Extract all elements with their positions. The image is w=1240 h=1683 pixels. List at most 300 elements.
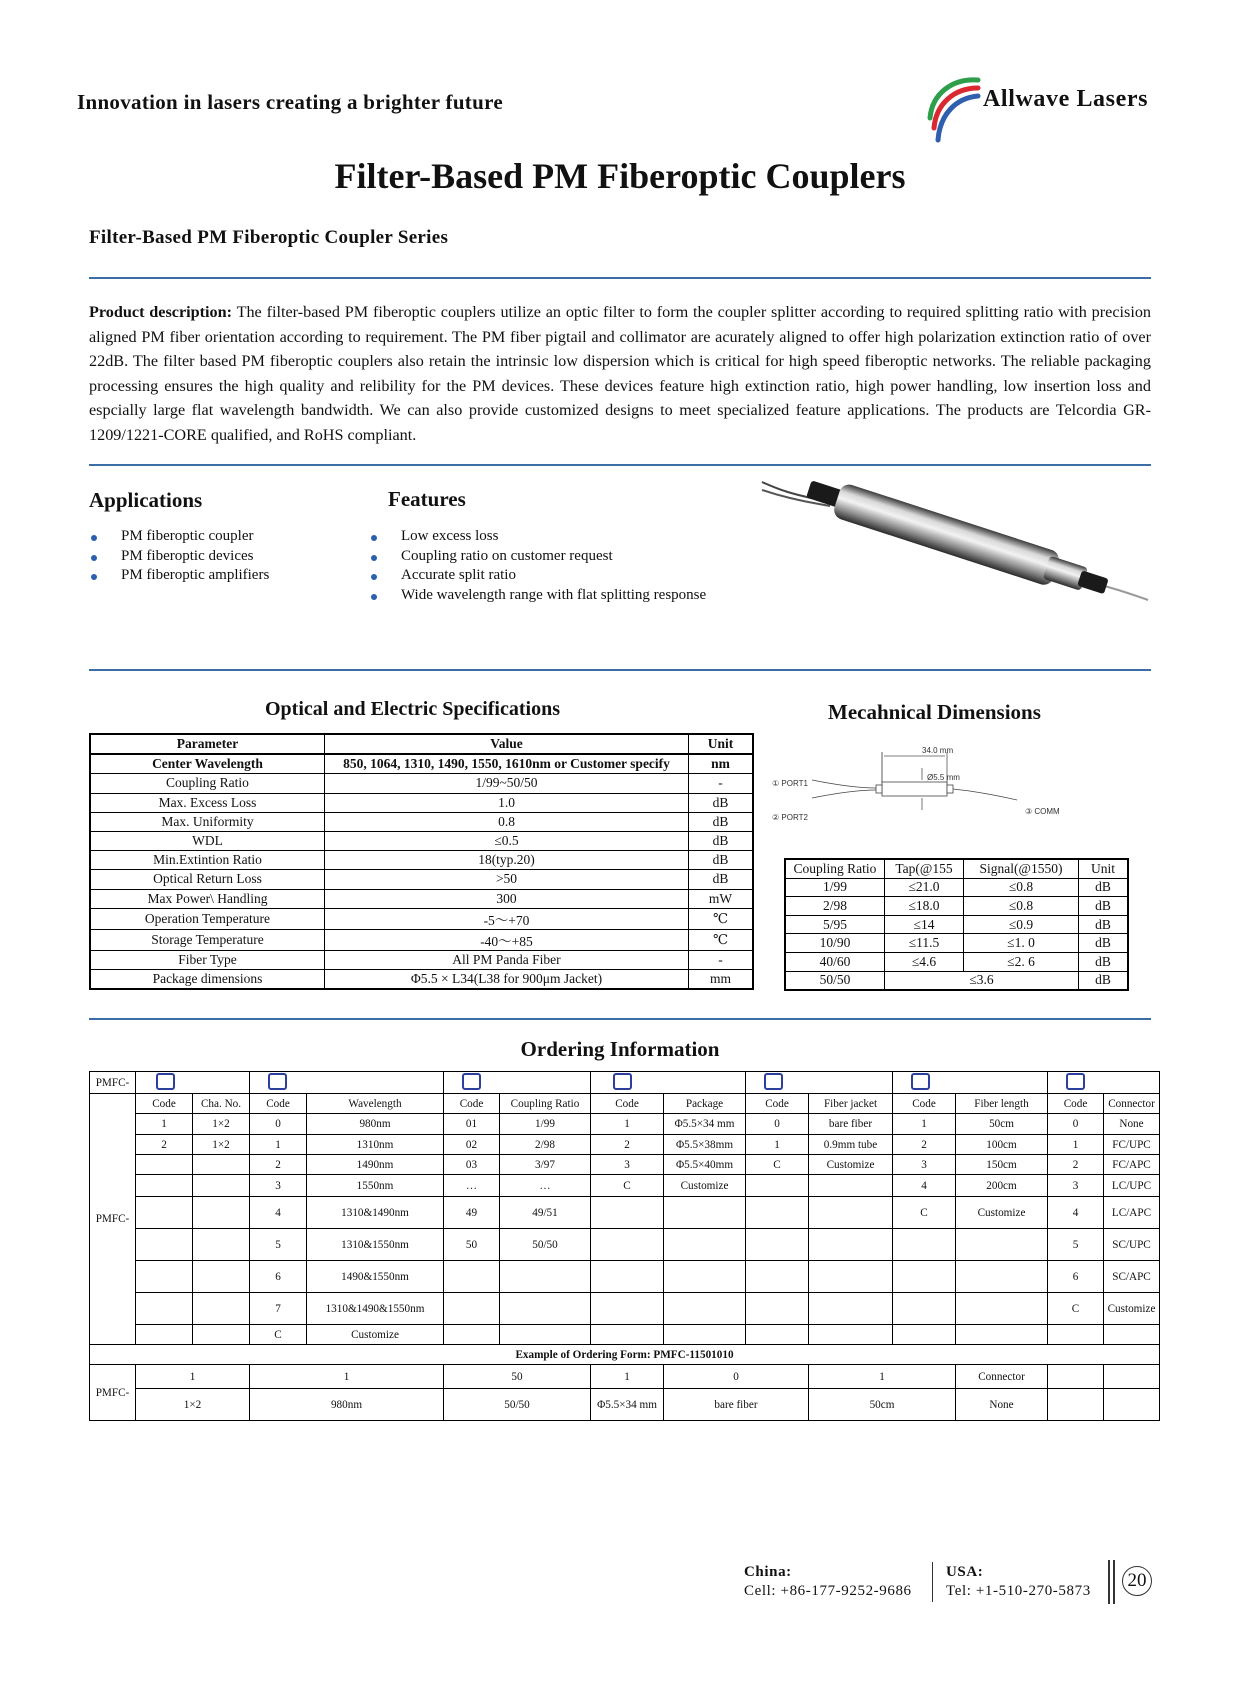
table-cell: C bbox=[250, 1325, 307, 1345]
table-cell: Φ5.5×34 mm bbox=[664, 1114, 746, 1135]
applications-heading: Applications bbox=[89, 488, 203, 512]
table-cell: Fiber Type bbox=[90, 950, 325, 969]
table-cell bbox=[893, 1261, 956, 1293]
table-cell: 1 bbox=[809, 1365, 956, 1389]
table-cell: 1490&1550nm bbox=[307, 1261, 444, 1293]
table-cell: 0 bbox=[1048, 1114, 1104, 1135]
table-cell: 2 bbox=[250, 1155, 307, 1175]
table-row bbox=[90, 1197, 1160, 1229]
table-header: Parameter bbox=[90, 734, 325, 754]
table-cell: C bbox=[893, 1197, 956, 1229]
table-cell bbox=[136, 1229, 193, 1261]
table-cell: 1310&1490nm bbox=[307, 1197, 444, 1229]
table-cell: 50 bbox=[444, 1229, 500, 1261]
checkbox-cell[interactable] bbox=[250, 1072, 307, 1094]
series-subtitle: Filter-Based PM Fiberoptic Coupler Series bbox=[89, 227, 449, 248]
applications-list bbox=[89, 527, 269, 586]
table-cell: - bbox=[689, 950, 754, 969]
table-cell bbox=[500, 1261, 591, 1293]
table-cell bbox=[809, 1229, 893, 1261]
table-row bbox=[90, 1135, 1160, 1155]
table-cell: dB bbox=[689, 812, 754, 831]
table-cell: C bbox=[746, 1155, 809, 1175]
code-checkbox[interactable] bbox=[156, 1073, 175, 1090]
table-cell: Max. Excess Loss bbox=[90, 793, 325, 812]
table-cell: 4 bbox=[893, 1175, 956, 1197]
table-cell: Φ5.5×34 mm bbox=[591, 1389, 664, 1421]
table-cell: 2 bbox=[893, 1135, 956, 1155]
list-item: Accurate split ratio bbox=[369, 566, 706, 586]
table-cell: mW bbox=[689, 889, 754, 908]
table-cell bbox=[136, 1261, 193, 1293]
table-cell: Code bbox=[591, 1094, 664, 1114]
table-cell: nm bbox=[689, 754, 754, 774]
table-cell: 3 bbox=[591, 1155, 664, 1175]
table-cell: 1.0 bbox=[325, 793, 689, 812]
table-cell: Cha. No. bbox=[193, 1094, 250, 1114]
table-cell: WDL bbox=[90, 831, 325, 850]
china-label: China: bbox=[744, 1564, 792, 1580]
table-cell: 1 bbox=[136, 1365, 250, 1389]
table-cell: 49 bbox=[444, 1197, 500, 1229]
table-cell: bare fiber bbox=[809, 1114, 893, 1135]
table-cell: 50cm bbox=[956, 1114, 1048, 1135]
table-cell: mm bbox=[689, 969, 754, 989]
table-cell bbox=[136, 1155, 193, 1175]
table-cell bbox=[591, 1293, 664, 1325]
table-cell: 1×2 bbox=[193, 1114, 250, 1135]
table-cell: Code bbox=[444, 1094, 500, 1114]
table-cell: 200cm bbox=[956, 1175, 1048, 1197]
divider bbox=[89, 277, 1151, 279]
features-heading: Features bbox=[388, 487, 466, 511]
product-description bbox=[89, 300, 1151, 447]
table-cell: Package dimensions bbox=[90, 969, 325, 989]
table-cell: Operation Temperature bbox=[90, 908, 325, 929]
table-cell: ≤0.9 bbox=[964, 915, 1079, 934]
table-cell: bare fiber bbox=[664, 1389, 809, 1421]
table-cell: Φ5.5×40mm bbox=[664, 1155, 746, 1175]
table-cell: 1 bbox=[1048, 1135, 1104, 1155]
table-cell: 01 bbox=[444, 1114, 500, 1135]
table-cell bbox=[591, 1197, 664, 1229]
table-cell: Max. Uniformity bbox=[90, 812, 325, 831]
code-checkbox[interactable] bbox=[268, 1073, 287, 1090]
table-cell bbox=[193, 1175, 250, 1197]
table-row bbox=[785, 878, 1128, 897]
table-cell bbox=[809, 1293, 893, 1325]
table-cell: 1/99~50/50 bbox=[325, 774, 689, 793]
table-cell: 850, 1064, 1310, 1490, 1550, 1610nm or Customer specify bbox=[325, 754, 689, 774]
ordering-heading: Ordering Information bbox=[520, 1037, 720, 1061]
table-cell: 1 bbox=[136, 1114, 193, 1135]
divider bbox=[89, 464, 1151, 466]
table-header: Coupling Ratio bbox=[785, 859, 885, 878]
table-cell: ≤14 bbox=[885, 915, 964, 934]
table-cell bbox=[136, 1175, 193, 1197]
table-cell: Code bbox=[746, 1094, 809, 1114]
footer-divider bbox=[1108, 1560, 1110, 1604]
table-cell: ≤2. 6 bbox=[964, 952, 1079, 971]
list-item: PM fiberoptic coupler bbox=[89, 527, 269, 547]
table-cell: 980nm bbox=[250, 1389, 444, 1421]
table-cell: FC/APC bbox=[1104, 1155, 1160, 1175]
table-cell: 10/90 bbox=[785, 934, 885, 953]
table-cell bbox=[193, 1325, 250, 1345]
table-cell: 2 bbox=[136, 1135, 193, 1155]
table-cell: - bbox=[689, 774, 754, 793]
table-cell: LC/UPC bbox=[1104, 1175, 1160, 1197]
page-number: 20 bbox=[1122, 1566, 1152, 1596]
spec-table bbox=[89, 733, 754, 990]
table-cell bbox=[956, 1293, 1048, 1325]
table-cell: SC/UPC bbox=[1104, 1229, 1160, 1261]
table-cell: Coupling Ratio bbox=[500, 1094, 591, 1114]
table-row bbox=[785, 897, 1128, 916]
table-cell: ≤4.6 bbox=[885, 952, 964, 971]
table-cell: 0.8 bbox=[325, 812, 689, 831]
table-cell bbox=[746, 1175, 809, 1197]
table-cell bbox=[500, 1293, 591, 1325]
footer-usa bbox=[946, 1563, 1091, 1601]
table-cell bbox=[193, 1197, 250, 1229]
table-cell: 1×2 bbox=[193, 1135, 250, 1155]
table-cell: dB bbox=[1079, 878, 1129, 897]
port2-label: ② PORT2 bbox=[772, 813, 808, 822]
table-cell: 50/50 bbox=[444, 1389, 591, 1421]
table-row bbox=[90, 1155, 1160, 1175]
table-cell: 50/50 bbox=[785, 971, 885, 990]
port1-label: ① PORT1 bbox=[772, 779, 808, 788]
table-cell bbox=[893, 1325, 956, 1345]
table-cell: 1 bbox=[591, 1114, 664, 1135]
table-header: Tap(@155 bbox=[885, 859, 964, 878]
table-cell: 1310&1550nm bbox=[307, 1229, 444, 1261]
table-cell: ≤0.8 bbox=[964, 878, 1079, 897]
table-cell: 1 bbox=[746, 1135, 809, 1155]
table-cell: Code bbox=[250, 1094, 307, 1114]
table-cell bbox=[193, 1155, 250, 1175]
description-label: Product description: bbox=[89, 303, 233, 321]
table-cell: All PM Panda Fiber bbox=[325, 950, 689, 969]
table-cell: ≤21.0 bbox=[885, 878, 964, 897]
table-row bbox=[90, 774, 753, 793]
table-cell bbox=[746, 1197, 809, 1229]
table-cell: Min.Extintion Ratio bbox=[90, 851, 325, 870]
table-cell: Code bbox=[136, 1094, 193, 1114]
table-cell: 5 bbox=[250, 1229, 307, 1261]
list-item: Coupling ratio on customer request bbox=[369, 547, 706, 567]
table-cell: ℃ bbox=[689, 908, 754, 929]
checkbox-cell[interactable] bbox=[444, 1072, 500, 1094]
brand-name: Allwave Lasers bbox=[983, 86, 1149, 112]
prefix-label: PMFC- bbox=[90, 1072, 136, 1094]
table-cell bbox=[444, 1325, 500, 1345]
table-cell: Customize bbox=[956, 1197, 1048, 1229]
table-cell bbox=[193, 1229, 250, 1261]
table-cell bbox=[664, 1261, 746, 1293]
table-cell: 18(typ.20) bbox=[325, 851, 689, 870]
table-cell: 3 bbox=[893, 1155, 956, 1175]
usa-phone: Tel: +1-510-270-5873 bbox=[946, 1583, 1091, 1599]
code-checkbox[interactable] bbox=[613, 1073, 632, 1090]
table-row bbox=[90, 754, 753, 774]
table-cell: 6 bbox=[250, 1261, 307, 1293]
divider bbox=[89, 1018, 1151, 1020]
table-cell bbox=[193, 1293, 250, 1325]
table-cell: 300 bbox=[325, 889, 689, 908]
table-cell bbox=[444, 1293, 500, 1325]
table-cell: 5 bbox=[1048, 1229, 1104, 1261]
table-cell: 1550nm bbox=[307, 1175, 444, 1197]
table-cell: SC/APC bbox=[1104, 1261, 1160, 1293]
table-cell: 5/95 bbox=[785, 915, 885, 934]
table-cell: 1/99 bbox=[500, 1114, 591, 1135]
table-cell bbox=[956, 1229, 1048, 1261]
table-row bbox=[90, 969, 753, 989]
table-cell: dB bbox=[689, 793, 754, 812]
table-row bbox=[90, 950, 753, 969]
coupler-product-image bbox=[760, 478, 1150, 608]
table-row bbox=[90, 870, 753, 889]
code-checkbox[interactable] bbox=[764, 1073, 783, 1090]
code-checkbox[interactable] bbox=[1066, 1073, 1085, 1090]
table-cell bbox=[591, 1229, 664, 1261]
table-cell bbox=[1104, 1325, 1160, 1345]
table-cell: dB bbox=[1079, 897, 1129, 916]
list-item: PM fiberoptic amplifiers bbox=[89, 566, 269, 586]
checkbox-cell[interactable] bbox=[746, 1072, 809, 1094]
table-header: Value bbox=[325, 734, 689, 754]
table-cell: Center Wavelength bbox=[90, 754, 325, 774]
table-cell: 3 bbox=[1048, 1175, 1104, 1197]
checkbox-cell[interactable] bbox=[1048, 1072, 1104, 1094]
table-cell bbox=[193, 1261, 250, 1293]
table-cell bbox=[591, 1325, 664, 1345]
example-label: Example of Ordering Form: PMFC-11501010 bbox=[90, 1345, 1160, 1365]
ordering-table bbox=[89, 1071, 1160, 1421]
table-cell: 0 bbox=[746, 1114, 809, 1135]
table-cell bbox=[664, 1293, 746, 1325]
table-cell: 50 bbox=[444, 1365, 591, 1389]
table-cell: 2 bbox=[1048, 1155, 1104, 1175]
table-cell: dB bbox=[1079, 934, 1129, 953]
table-cell bbox=[664, 1229, 746, 1261]
table-cell bbox=[746, 1293, 809, 1325]
table-cell: Code bbox=[1048, 1094, 1104, 1114]
list-item: Low excess loss bbox=[369, 527, 706, 547]
table-cell: 1 bbox=[893, 1114, 956, 1135]
table-cell bbox=[664, 1325, 746, 1345]
table-cell: 40/60 bbox=[785, 952, 885, 971]
checkbox-cell[interactable] bbox=[893, 1072, 956, 1094]
table-row bbox=[90, 1175, 1160, 1197]
table-row bbox=[785, 934, 1128, 953]
table-cell bbox=[500, 1325, 591, 1345]
table-cell: Coupling Ratio bbox=[90, 774, 325, 793]
checkbox-cell[interactable] bbox=[591, 1072, 664, 1094]
table-cell: 100cm bbox=[956, 1135, 1048, 1155]
table-cell: -5～+70 bbox=[325, 908, 689, 929]
checkbox-cell[interactable] bbox=[136, 1072, 193, 1094]
prefix-label: PMFC- bbox=[90, 1365, 136, 1421]
table-cell bbox=[746, 1261, 809, 1293]
table-cell: 03 bbox=[444, 1155, 500, 1175]
table-cell: dB bbox=[689, 831, 754, 850]
diameter-label: Ø5.5 mm bbox=[927, 773, 960, 782]
table-cell: Fiber jacket bbox=[809, 1094, 893, 1114]
table-cell: 1490nm bbox=[307, 1155, 444, 1175]
table-cell: ≤0.8 bbox=[964, 897, 1079, 916]
mech-heading: Mecahnical Dimensions bbox=[828, 700, 1041, 724]
table-cell: Wavelength bbox=[307, 1094, 444, 1114]
table-cell: 50/50 bbox=[500, 1229, 591, 1261]
table-cell: Storage Temperature bbox=[90, 929, 325, 950]
table-cell bbox=[809, 1175, 893, 1197]
prefix-label: PMFC- bbox=[90, 1094, 136, 1345]
table-cell: 1 bbox=[250, 1365, 444, 1389]
table-cell bbox=[136, 1197, 193, 1229]
table-cell: ≤1. 0 bbox=[964, 934, 1079, 953]
footer-china bbox=[744, 1563, 912, 1601]
table-cell: 02 bbox=[444, 1135, 500, 1155]
table-cell: Φ5.5 × L34(L38 for 900μm Jacket) bbox=[325, 969, 689, 989]
table-cell: 1 bbox=[250, 1135, 307, 1155]
china-phone: Cell: +86-177-9252-9686 bbox=[744, 1583, 912, 1599]
table-cell: None bbox=[956, 1389, 1048, 1421]
code-checkbox[interactable] bbox=[911, 1073, 930, 1090]
table-cell: 1×2 bbox=[136, 1389, 250, 1421]
table-header: Unit bbox=[1079, 859, 1129, 878]
table-cell: 150cm bbox=[956, 1155, 1048, 1175]
table-row bbox=[90, 1229, 1160, 1261]
table-cell: Optical Return Loss bbox=[90, 870, 325, 889]
table-cell bbox=[956, 1261, 1048, 1293]
table-cell: Customize bbox=[307, 1325, 444, 1345]
table-cell bbox=[746, 1229, 809, 1261]
table-cell: Max Power\ Handling bbox=[90, 889, 325, 908]
table-row bbox=[90, 1261, 1160, 1293]
table-cell: dB bbox=[1079, 971, 1129, 990]
usa-label: USA: bbox=[946, 1564, 984, 1580]
table-row bbox=[90, 908, 753, 929]
table-cell: 7 bbox=[250, 1293, 307, 1325]
table-row bbox=[90, 851, 753, 870]
mechanical-drawing bbox=[772, 740, 1092, 830]
page-title: Filter-Based PM Fiberoptic Couplers bbox=[334, 156, 906, 196]
table-cell: ≤18.0 bbox=[885, 897, 964, 916]
table-row bbox=[90, 929, 753, 950]
table-row bbox=[90, 793, 753, 812]
table-row bbox=[90, 889, 753, 908]
table-cell: 1/99 bbox=[785, 878, 885, 897]
table-cell: 3 bbox=[250, 1175, 307, 1197]
list-item: PM fiberoptic devices bbox=[89, 547, 269, 567]
table-cell: >50 bbox=[325, 870, 689, 889]
table-cell: None bbox=[1104, 1114, 1160, 1135]
table-cell bbox=[136, 1293, 193, 1325]
table-cell: 4 bbox=[250, 1197, 307, 1229]
table-cell: Customize bbox=[1104, 1293, 1160, 1325]
divider bbox=[89, 669, 1151, 671]
features-list bbox=[369, 527, 706, 605]
table-cell: Connector bbox=[956, 1365, 1048, 1389]
table-cell: 1 bbox=[591, 1365, 664, 1389]
company-logo bbox=[922, 74, 982, 144]
table-cell: ≤11.5 bbox=[885, 934, 964, 953]
table-row bbox=[90, 1325, 1160, 1345]
table-cell: 1310&1490&1550nm bbox=[307, 1293, 444, 1325]
table-cell: Code bbox=[893, 1094, 956, 1114]
table-cell: C bbox=[1048, 1293, 1104, 1325]
table-cell: Package bbox=[664, 1094, 746, 1114]
comm-label: ③ COMM bbox=[1025, 807, 1060, 816]
table-cell: ≤3.6 bbox=[885, 971, 1079, 990]
tagline: Innovation in lasers creating a brighter future bbox=[77, 90, 503, 114]
table-cell: -40～+85 bbox=[325, 929, 689, 950]
table-cell: 49/51 bbox=[500, 1197, 591, 1229]
table-cell bbox=[956, 1325, 1048, 1345]
table-cell bbox=[1048, 1325, 1104, 1345]
table-cell: C bbox=[591, 1175, 664, 1197]
table-cell bbox=[809, 1197, 893, 1229]
table-cell: dB bbox=[689, 870, 754, 889]
table-cell: 50cm bbox=[809, 1389, 956, 1421]
table-cell: Fiber length bbox=[956, 1094, 1048, 1114]
code-checkbox[interactable] bbox=[462, 1073, 481, 1090]
table-cell bbox=[893, 1293, 956, 1325]
spec-heading: Optical and Electric Specifications bbox=[265, 698, 560, 720]
table-cell: ≤0.5 bbox=[325, 831, 689, 850]
table-cell: FC/UPC bbox=[1104, 1135, 1160, 1155]
table-cell: dB bbox=[1079, 915, 1129, 934]
table-row bbox=[90, 1293, 1160, 1325]
table-row bbox=[90, 1114, 1160, 1135]
table-row bbox=[90, 812, 753, 831]
table-cell bbox=[591, 1261, 664, 1293]
table-cell: ℃ bbox=[689, 929, 754, 950]
table-cell: 2 bbox=[591, 1135, 664, 1155]
table-cell: Φ5.5×38mm bbox=[664, 1135, 746, 1155]
table-cell: … bbox=[444, 1175, 500, 1197]
list-item: Wide wavelength range with flat splitting response bbox=[369, 586, 706, 606]
table-cell: 2/98 bbox=[785, 897, 885, 916]
table-row bbox=[785, 915, 1128, 934]
table-cell: 3/97 bbox=[500, 1155, 591, 1175]
table-cell bbox=[136, 1325, 193, 1345]
table-cell bbox=[664, 1197, 746, 1229]
table-header: Signal(@1550) bbox=[964, 859, 1079, 878]
coupling-ratio-table bbox=[784, 858, 1129, 991]
table-cell: 0.9mm tube bbox=[809, 1135, 893, 1155]
footer-divider bbox=[1113, 1560, 1115, 1604]
table-cell bbox=[444, 1261, 500, 1293]
table-cell: dB bbox=[1079, 952, 1129, 971]
table-cell bbox=[809, 1261, 893, 1293]
table-cell: … bbox=[500, 1175, 591, 1197]
table-header: Unit bbox=[689, 734, 754, 754]
table-cell: 980nm bbox=[307, 1114, 444, 1135]
table-cell bbox=[746, 1325, 809, 1345]
table-cell: 1310nm bbox=[307, 1135, 444, 1155]
table-row bbox=[90, 831, 753, 850]
table-row bbox=[785, 952, 1128, 971]
table-cell bbox=[809, 1325, 893, 1345]
table-cell bbox=[893, 1229, 956, 1261]
table-row bbox=[90, 1094, 1160, 1114]
table-cell: 0 bbox=[664, 1365, 809, 1389]
table-cell: Customize bbox=[664, 1175, 746, 1197]
